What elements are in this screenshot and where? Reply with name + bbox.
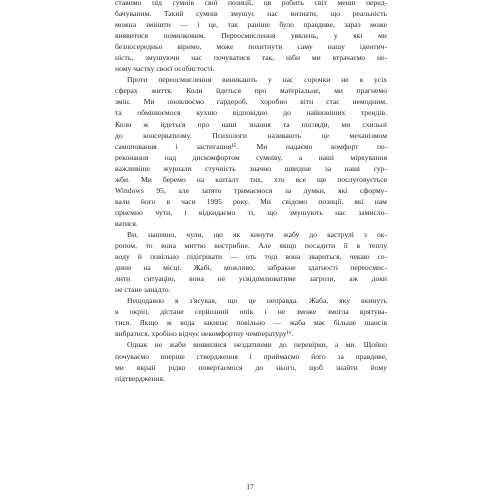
paragraph-2: [115, 74, 387, 229]
text-line: Windows 95, але затято тримаємося за думки, які сформу-: [115, 185, 387, 195]
text-line: лити ситуацію, вона не усвідомлюватиме загрози, аж доки: [115, 274, 387, 284]
text-line: почуваємо вперше ствердження і приймаємо його за правдиве,: [115, 351, 387, 361]
text-line: ропом, то вона миттю вистрибне. Але якщо посадити її в теплу: [115, 241, 387, 251]
text-line: ність, змушуючи нас почуватися так, ніби ми втрачаємо не-: [115, 53, 387, 63]
text-line: ставимо під сумнів свої позиції, ця робить світ менш перед-: [115, 0, 387, 7]
text-line: бачуваним. Такий сумнів змушує нас визнати, що реальність: [115, 9, 387, 19]
paragraph-5: [115, 339, 387, 383]
text-line: Коли ж йдеться про наші знання та погляди, ми схильні: [115, 119, 387, 129]
paragraph-3: [115, 229, 387, 295]
text-line: Проти переосмислення виникають у нас сорочки не в усіх: [127, 75, 387, 85]
body-text: [115, 0, 387, 384]
text-line: жби. Ми беремо на кшталт тих, хто все ще послуговується: [115, 174, 387, 184]
text-line: тися. Якщо ж вода закипає повільно — жаба має більше шансів: [115, 318, 387, 328]
text-line: самоповання і застигання¹⁵. Ми надаємо комфорт пе-: [115, 141, 387, 151]
text-line: вибратися, хробіно відчує некомфортну чемпературу¹⁶.: [115, 329, 294, 339]
text-line: ми вкрай рідко повертаємося до нього, щоб знайти йому: [115, 362, 387, 372]
text-line: вали його в часи 1995 року. Ми свідомо позиції, які нам: [115, 196, 387, 206]
text-line: реконання над дискомфортом сумніву, а наші міркування: [115, 152, 387, 162]
text-line: не стане занадто.: [115, 285, 171, 295]
text-line: безпосередньо віримо, може похитнути саму нашу ідентич-: [115, 42, 387, 52]
text-line: ватися.: [115, 218, 138, 228]
text-line: Ви, напевно, чули, що як кинути жабу до каструлі з ок-: [127, 229, 387, 239]
text-line: в окріп, дістане серйозний опік і не зможе змогла врятува-: [115, 307, 387, 317]
text-line: приємно чути, і відкидаємо ті, що змушують нас замисло-: [115, 207, 387, 217]
text-line: та обмінюємося кухню відповідно до найновіших трендів.: [115, 108, 387, 118]
paragraph-1: [115, 0, 387, 74]
text-line: важливіше журнали стучність значно швидше за наші сур-: [115, 163, 387, 173]
paragraph-4: [115, 295, 387, 339]
text-line: ному частку своєї особистості.: [115, 64, 215, 74]
page-number: 17: [246, 482, 254, 491]
text-line: можна змінити — і це, так раніше було правдиве, зараз може: [115, 20, 387, 30]
text-line: воду й повільно підігрівати — оть тоді вона звариться, чекаю се-: [115, 252, 387, 262]
text-line: сферах життя. Коли йдеться про матеріальне, ми прагнемо: [115, 86, 387, 96]
text-line: Нещодавно я з'ясував, що це неправда. Жаба, яку вкинуть: [127, 296, 387, 306]
text-line: змін. Ми оновлюємо гардероб, хоробно вітн стає немодним,: [115, 97, 387, 107]
text-line: Однак не жаби виявилися нездатними до перевірки, а ми. Щойно: [127, 340, 387, 350]
text-line: дини на місці. Жабі, можливо, забракне здатності переосмис-: [115, 263, 387, 273]
text-line: виявитися помилковим. Переосмислення уявлень, у які ми: [115, 31, 387, 41]
text-line: до консерватизму. Психологи називають це механізмом: [115, 130, 387, 140]
text-line: підтвердження.: [115, 373, 165, 383]
